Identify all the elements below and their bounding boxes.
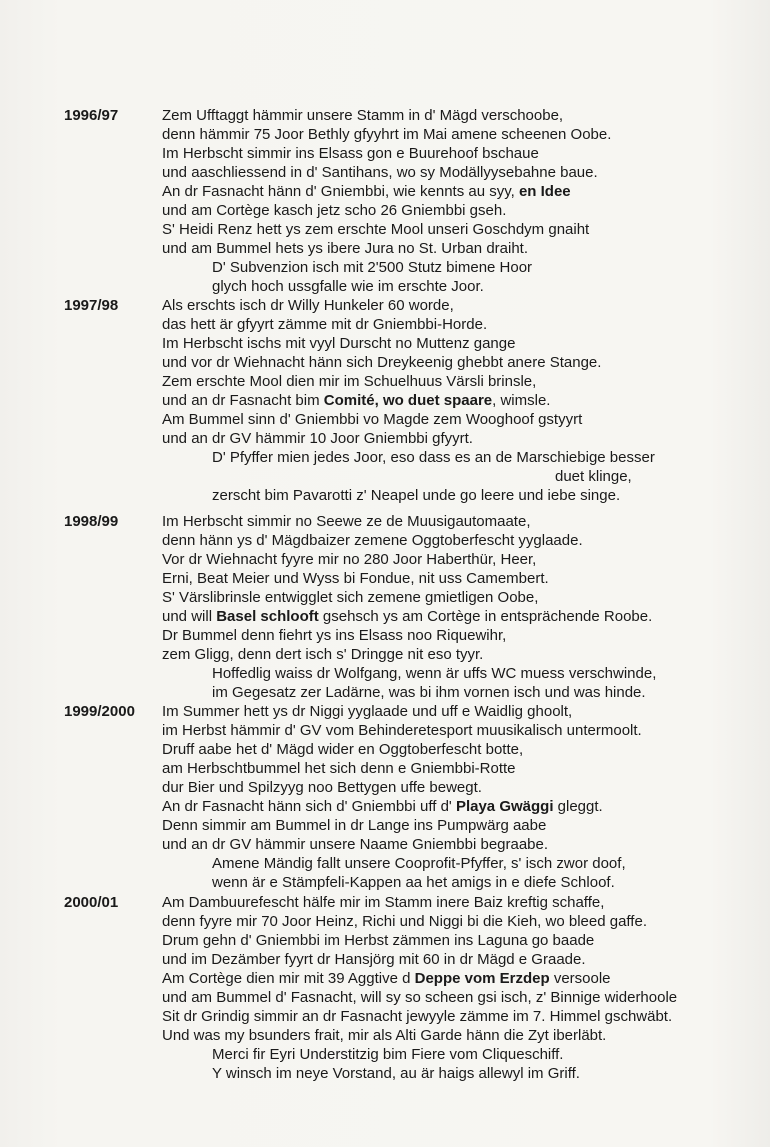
verse-line — [162, 1026, 762, 1045]
verse-block — [162, 702, 762, 892]
verse-line-indented — [162, 873, 762, 892]
verse-line — [162, 835, 762, 854]
year-label: 1999/2000 — [64, 703, 135, 720]
verse-line — [162, 550, 762, 569]
verse-line — [162, 912, 762, 931]
text-segment: S' Heidi Renz hett ys zem erschte Mool unseri Goschdym gnaiht — [162, 221, 590, 238]
verse-line-indented — [162, 1064, 762, 1083]
text-segment: und will — [162, 608, 217, 625]
text-segment: denn fyyre mir 70 Joor Heinz, Richi und Niggi bi die Kieh, wo bleed gaffe. — [162, 913, 647, 930]
text-segment: Denn simmir am Bummel in dr Lange ins Pumpwärg aabe — [162, 817, 547, 834]
text-segment: Im Herbscht simmir ins Elsass gon e Buurehoof bschaue — [162, 145, 539, 162]
verse-line — [162, 334, 762, 353]
text-segment: und am Cortège kasch jetz scho 26 Gniembbi gseh. — [162, 202, 507, 219]
verse-line — [162, 626, 762, 645]
year-label: 1998/99 — [64, 513, 119, 530]
bold-text: Deppe vom Erzdep — [414, 970, 550, 987]
text-segment: Erni, Beat Meier und Wyss bi Fondue, nit uss Camembert. — [162, 570, 549, 587]
verse-line — [162, 182, 762, 201]
text-segment: Druff aabe het d' Mägd wider en Oggtoberfescht botte, — [162, 741, 524, 758]
verse-line — [162, 893, 762, 912]
year-label: 1996/97 — [64, 107, 119, 124]
verse-line — [162, 353, 762, 372]
text-segment: , wimsle. — [492, 392, 551, 409]
text-segment: Als erschts isch dr Willy Hunkeler 60 worde, — [162, 297, 454, 314]
text-segment: dur Bier und Spilzyyg noo Bettygen uffe bewegt. — [162, 779, 482, 796]
verse-line — [162, 163, 762, 182]
text-segment: das hett är gfyyrt zämme mit dr Gniembbi-Horde. — [162, 316, 488, 333]
verse-line — [162, 778, 762, 797]
verse-line — [162, 950, 762, 969]
text-segment: glych hoch ussgfalle wie im erschte Joor. — [212, 278, 484, 295]
text-segment: Drum gehn d' Gniembbi im Herbst zämmen ins Laguna go baade — [162, 932, 595, 949]
verse-line — [162, 220, 762, 239]
verse-line — [162, 391, 762, 410]
text-segment: S' Värslibrinsle entwigglet sich zemene gmietligen Oobe, — [162, 589, 539, 606]
verse-block — [162, 106, 762, 296]
verse-line — [162, 607, 762, 626]
bold-text: Playa Gwäggi — [455, 798, 554, 815]
verse-line — [162, 106, 762, 125]
bold-text: Basel schlooft — [216, 608, 319, 625]
year-label: 2000/01 — [64, 894, 119, 911]
text-segment: Im Summer hett ys dr Niggi yyglaade und uff e Waidlig ghoolt, — [162, 703, 573, 720]
text-segment: Im Herbscht ischs mit vyyl Durscht no Muttenz gange — [162, 335, 516, 352]
bold-text: Comité, wo duet spaare — [323, 392, 493, 409]
verse-line — [162, 569, 762, 588]
text-segment: Vor dr Wiehnacht fyyre mir no 280 Joor Haberthür, Heer, — [162, 551, 537, 568]
verse-line — [162, 759, 762, 778]
text-segment: gsehsch ys am Cortège in entsprächende Roobe. — [318, 608, 653, 625]
text-segment: An dr Fasnacht hänn sich d' Gniembbi uff d' — [162, 798, 456, 815]
text-segment: D' Pfyffer mien jedes Joor, eso dass es an de Marschiebige besser — [212, 449, 655, 466]
text-segment: Und was my bsunders frait, mir als Alti Garde hänn die Zyt iberläbt. — [162, 1027, 607, 1044]
text-segment: Im Herbscht simmir no Seewe ze de Muusigautomaate, — [162, 513, 531, 530]
verse-line — [162, 410, 762, 429]
text-segment: Am Bummel sinn d' Gniembbi vo Magde zem Wooghoof gstyyrt — [162, 411, 583, 428]
text-segment: und aaschliessend in d' Santihans, wo sy Modällyysebahne baue. — [162, 164, 598, 181]
text-segment: versoole — [549, 970, 611, 987]
text-segment: An dr Fasnacht hänn d' Gniembbi, wie kennts au syy, — [162, 183, 519, 200]
verse-line — [162, 201, 762, 220]
verse-line — [162, 588, 762, 607]
verse-line — [162, 531, 762, 550]
text-segment: Zem Ufftaggt hämmir unsere Stamm in d' Mägd verschoobe, — [162, 107, 564, 124]
text-segment: zerscht bim Pavarotti z' Neapel unde go leere und iebe singe. — [212, 487, 621, 504]
text-segment: und an dr Fasnacht bim — [162, 392, 324, 409]
text-segment: und am Bummel hets ys ibere Jura no St. Urban draiht. — [162, 240, 529, 257]
verse-line-indented — [162, 277, 762, 296]
text-segment: denn hänn ys d' Mägdbaizer zemene Oggtoberfescht yyglaade. — [162, 532, 583, 549]
verse-line — [162, 988, 762, 1007]
text-segment: und an dr GV hämmir 10 Joor Gniembbi gfyyrt. — [162, 430, 473, 447]
text-segment: und vor dr Wiehnacht hänn sich Dreykeenig ghebbt anere Stange. — [162, 354, 602, 371]
verse-line-indented — [162, 258, 762, 277]
verse-line — [162, 125, 762, 144]
verse-line — [162, 512, 762, 531]
text-segment: Amene Mändig fallt unsere Cooprofit-Pfyffer, s' isch zwor doof, — [212, 855, 626, 872]
verse-line — [162, 969, 762, 988]
verse-block — [162, 296, 762, 505]
text-segment: zem Gligg, denn dert isch s' Dringge nit eso tyyr. — [162, 646, 484, 663]
text-segment: Sit dr Grindig simmir an dr Fasnacht jewyyle zämme im 7. Himmel gschwäbt. — [162, 1008, 673, 1025]
verse-line — [162, 931, 762, 950]
text-segment: Dr Bummel denn fiehrt ys ins Elsass noo Riquewihr, — [162, 627, 507, 644]
text-segment: und an dr GV hämmir unsere Naame Gniembbi begraabe. — [162, 836, 549, 853]
year-label: 1997/98 — [64, 297, 119, 314]
verse-line — [162, 296, 762, 315]
verse-line — [162, 702, 762, 721]
text-segment: im Gegesatz zer Ladärne, was bi ihm vornen isch und was hinde. — [212, 684, 646, 701]
text-segment: Am Dambuurefescht hälfe mir im Stamm inere Baiz kreftig schaffe, — [162, 894, 605, 911]
verse-line-indented — [162, 664, 762, 683]
verse-line — [162, 429, 762, 448]
text-segment: am Herbschtbummel het sich denn e Gniembbi-Rotte — [162, 760, 516, 777]
verse-line — [162, 239, 762, 258]
verse-line-indented — [162, 683, 762, 702]
text-segment: Merci fir Eyri Understitzig bim Fiere vom Cliqueschiff. — [212, 1046, 564, 1063]
text-segment: gleggt. — [553, 798, 603, 815]
verse-block — [162, 512, 762, 702]
text-segment: duet klinge, — [555, 468, 632, 485]
text-segment: und am Bummel d' Fasnacht, will sy so scheen gsi isch, z' Binnige widerhoole — [162, 989, 678, 1006]
text-segment: Hoffedlig waiss dr Wolfgang, wenn är uffs WC muess verschwinde, — [212, 665, 657, 682]
verse-block — [162, 893, 762, 1083]
text-segment: Y winsch im neye Vorstand, au är haigs allewyl im Griff. — [212, 1065, 580, 1082]
text-segment: Zem erschte Mool dien mir im Schuelhuus Värsli brinsle, — [162, 373, 537, 390]
text-segment: denn hämmir 75 Joor Bethly gfyyhrt im Mai amene scheenen Oobe. — [162, 126, 612, 143]
verse-line — [162, 372, 762, 391]
bold-text: en Idee — [518, 183, 571, 200]
verse-line-indented — [162, 486, 762, 505]
verse-line — [162, 1007, 762, 1026]
verse-line-indented — [162, 448, 762, 467]
verse-line-indented — [162, 854, 762, 873]
text-segment: Am Cortège dien mir mit 39 Aggtive d — [162, 970, 415, 987]
verse-line — [162, 816, 762, 835]
verse-line — [162, 645, 762, 664]
verse-line-indented — [162, 467, 762, 486]
text-segment: D' Subvenzion isch mit 2'500 Stutz bimene Hoor — [212, 259, 533, 276]
verse-line — [162, 144, 762, 163]
verse-line — [162, 797, 762, 816]
verse-line — [162, 740, 762, 759]
verse-line-indented — [162, 1045, 762, 1064]
text-segment: im Herbst hämmir d' GV vom Behinderetesport muusikalisch untermoolt. — [162, 722, 642, 739]
text-segment: und im Dezämber fyyrt dr Hansjörg mit 60 in dr Mägd e Graade. — [162, 951, 586, 968]
text-segment: wenn är e Stämpfeli-Kappen aa het amigs in e diefe Schloof. — [212, 874, 615, 891]
verse-line — [162, 315, 762, 334]
verse-line — [162, 721, 762, 740]
